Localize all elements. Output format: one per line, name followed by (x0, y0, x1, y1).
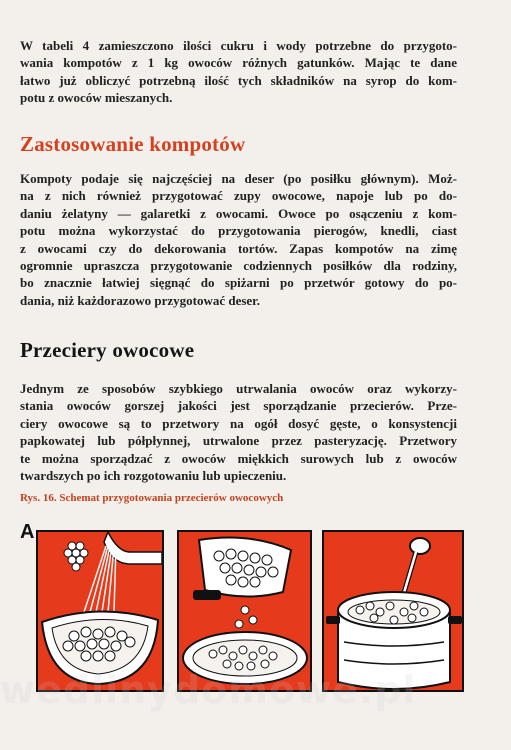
text-line: daniu żelatyny — galaretki z owocami. Owoce po osączeniu z kom- (20, 205, 457, 221)
kompoty-paragraph (20, 170, 457, 309)
text-line: na z nich również przygotować zupy owocowe, napoje lub po do- (20, 188, 457, 204)
cooking-illustration (324, 532, 462, 690)
transfer-illustration (179, 532, 310, 690)
text-line: wania kompotów z 1 kg owoców różnych gatunków. Mając te dane (20, 55, 457, 71)
text-line: potu można wykorzystać do przygotowania pierogów, knedli, ciast (20, 223, 457, 239)
text-line: Kompoty podaje się najczęściej na deser (po posiłku głównym). Moż- (20, 171, 457, 186)
text-line: Jednym ze sposobów szybkiego utrwalania owoców oraz wykorzy- (20, 381, 457, 396)
text-line: łatwo już obliczyć potrzebną ilość tych składników na syrop do kom- (20, 72, 457, 88)
text-line: ciery owocowe są to przetwory na ogół dosyć gęste, o konsystencji (20, 415, 457, 431)
text-line: te można sporządzać z owoców miękkich surowych lub z owoców (20, 450, 457, 466)
text-line: bo znacznie łatwiej sięgnąć do spiżarni po przetwór gotowy do po- (20, 275, 457, 291)
text-line: dania, niż każdorazowo przygotować deser. (20, 292, 261, 308)
text-line: papkowatej lub półpłynnej, utrwalone przez pasteryzację. Przetwory (20, 433, 457, 449)
section-heading-kompoty: Zastosowanie kompotów (20, 132, 246, 156)
section-heading-przeciery: Przeciery owocowe (20, 338, 195, 362)
text-line: stania owoców gorszej jakości jest sporządzanie przecierów. Prze- (20, 398, 457, 414)
text-line: z owocami czy do dekorowania tortów. Zapas kompotów na zimę (20, 240, 457, 256)
text-line: twardszych po ich rozgotowaniu lub upieczeniu. (20, 468, 287, 484)
site-watermark: wedlinydomowe.pl (0, 668, 417, 712)
text-line: potu z owoców mieszanych. (20, 90, 173, 106)
figure-panel-label: A (20, 521, 35, 543)
text-line: W tabeli 4 zamieszczono ilości cukru i wody potrzebne do przygoto- (20, 38, 457, 53)
przeciery-paragraph (20, 380, 457, 484)
washing-illustration (38, 532, 162, 690)
intro-paragraph (20, 37, 457, 107)
figure-caption: Rys. 16. Schemat przygotowania przecierów owocowych (20, 492, 284, 504)
text-line: ogromnie upraszcza przygotowanie codziennych posiłków dla rodziny, (20, 258, 457, 274)
